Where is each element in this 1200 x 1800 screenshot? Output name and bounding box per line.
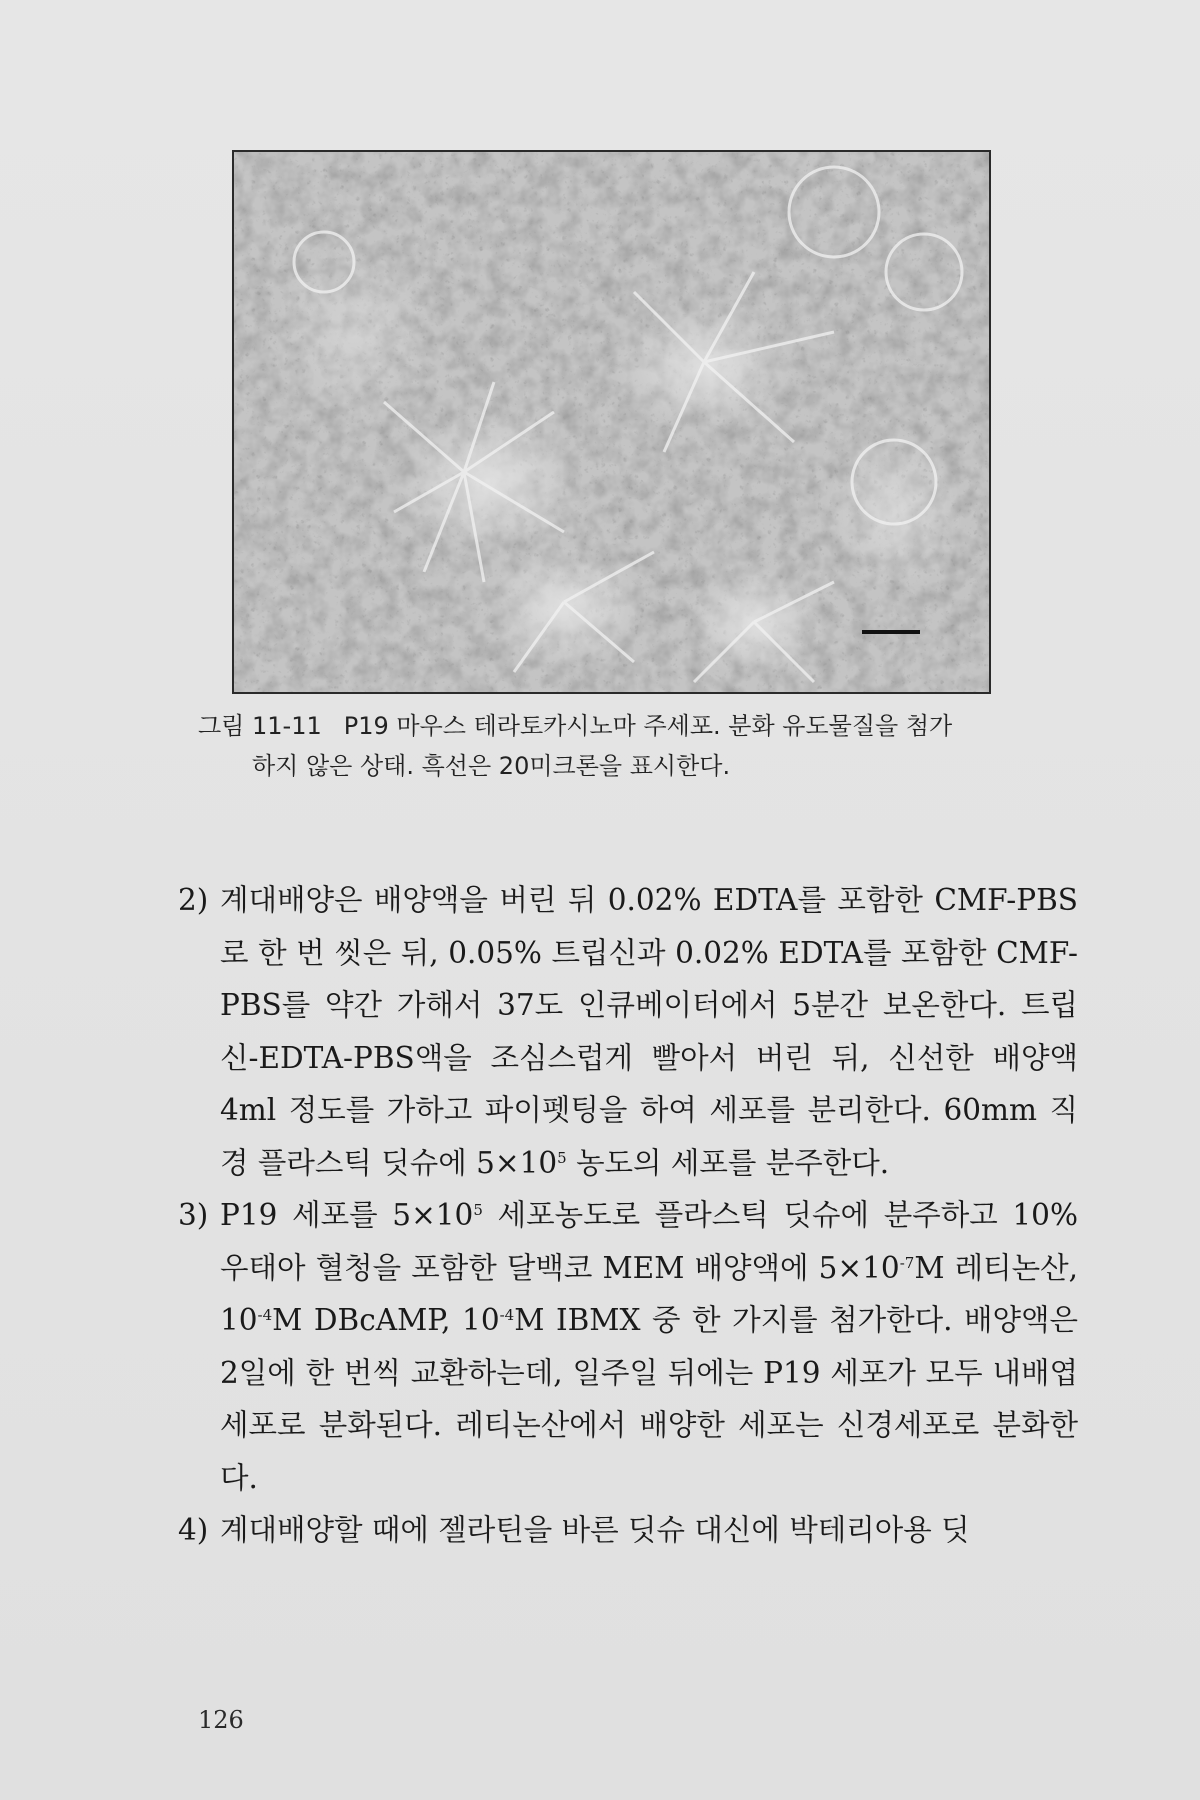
item-text-seg: M IBMX 중 한 가지를 첨가한다. 배양액은 2일에 한 번씩 교환하는데, 일주일 뒤에는 P19 세포가 모두 내배엽 세포로 분화된다. 레티논산에서 배양한 세포는 신경세포로 분화한다. xyxy=(220,1303,1078,1495)
microscope-photo xyxy=(232,150,991,694)
item-text-main: 계대배양은 배양액을 버린 뒤 0.02% EDTA를 포함한 CMF-PBS로 한 번 씻은 뒤, 0.05% 트립신과 0.02% EDTA를 포함한 CMF-PBS를 약간 가해서 37도 인큐베이터에서 5분간 보온한다. 트립신-EDTA-PBS액을 조심스럽게 빨아서 버린 뒤, 신선한 배양액 4ml 정도를 가하고 파이펫팅을 하여 세포를 분리한다. 60mm 직경 플라스틱 딧슈에 5×10 xyxy=(220,883,1078,1180)
caption-line-2: 하지 않은 상태. 흑선은 20미크론을 표시한다. xyxy=(252,752,731,780)
item-text xyxy=(220,1189,1078,1504)
page-number: 126 xyxy=(198,1706,244,1734)
item-number: 4) xyxy=(178,1513,209,1547)
caption-label: 그림 11-11 xyxy=(198,712,322,740)
item-text-seg: M DBcAMP, 10 xyxy=(272,1303,500,1337)
scale-bar xyxy=(862,630,920,634)
figure-caption xyxy=(198,706,1058,786)
item-text-seg: M 레티논산, 10 xyxy=(220,1250,1079,1337)
body-text xyxy=(178,874,1078,1557)
item-text xyxy=(220,874,1078,1189)
item-text-tail: 농도의 세포를 분주한다. xyxy=(566,1145,890,1180)
superscript: 5 xyxy=(557,1148,567,1167)
caption-line-1 xyxy=(198,706,1058,746)
item-number: 2) xyxy=(178,883,209,917)
caption-text-1: P19 마우스 테라토카시노마 주세포. 분화 유도물질을 첨가 xyxy=(343,712,953,740)
cell-culture-image xyxy=(234,152,989,692)
list-item-4 xyxy=(178,1504,1078,1557)
superscript: -4 xyxy=(257,1306,273,1324)
item-text-seg: P19 세포를 5×10 xyxy=(220,1198,474,1232)
list-item-2 xyxy=(178,874,1078,1189)
superscript: -7 xyxy=(899,1253,915,1272)
item-text-seg: 세포농도로 플라스틱 딧슈에 분주하고 10% 우태아 혈청을 포함한 달백코 MEM 배양액에 5×10 xyxy=(220,1198,1078,1285)
item-text: 계대배양할 때에 젤라틴을 바른 딧슈 대신에 박테리아용 딧 xyxy=(220,1513,970,1547)
list-item-3 xyxy=(178,1189,1078,1504)
item-number: 3) xyxy=(178,1198,209,1232)
superscript: 5 xyxy=(473,1201,483,1219)
superscript: -4 xyxy=(499,1306,515,1324)
